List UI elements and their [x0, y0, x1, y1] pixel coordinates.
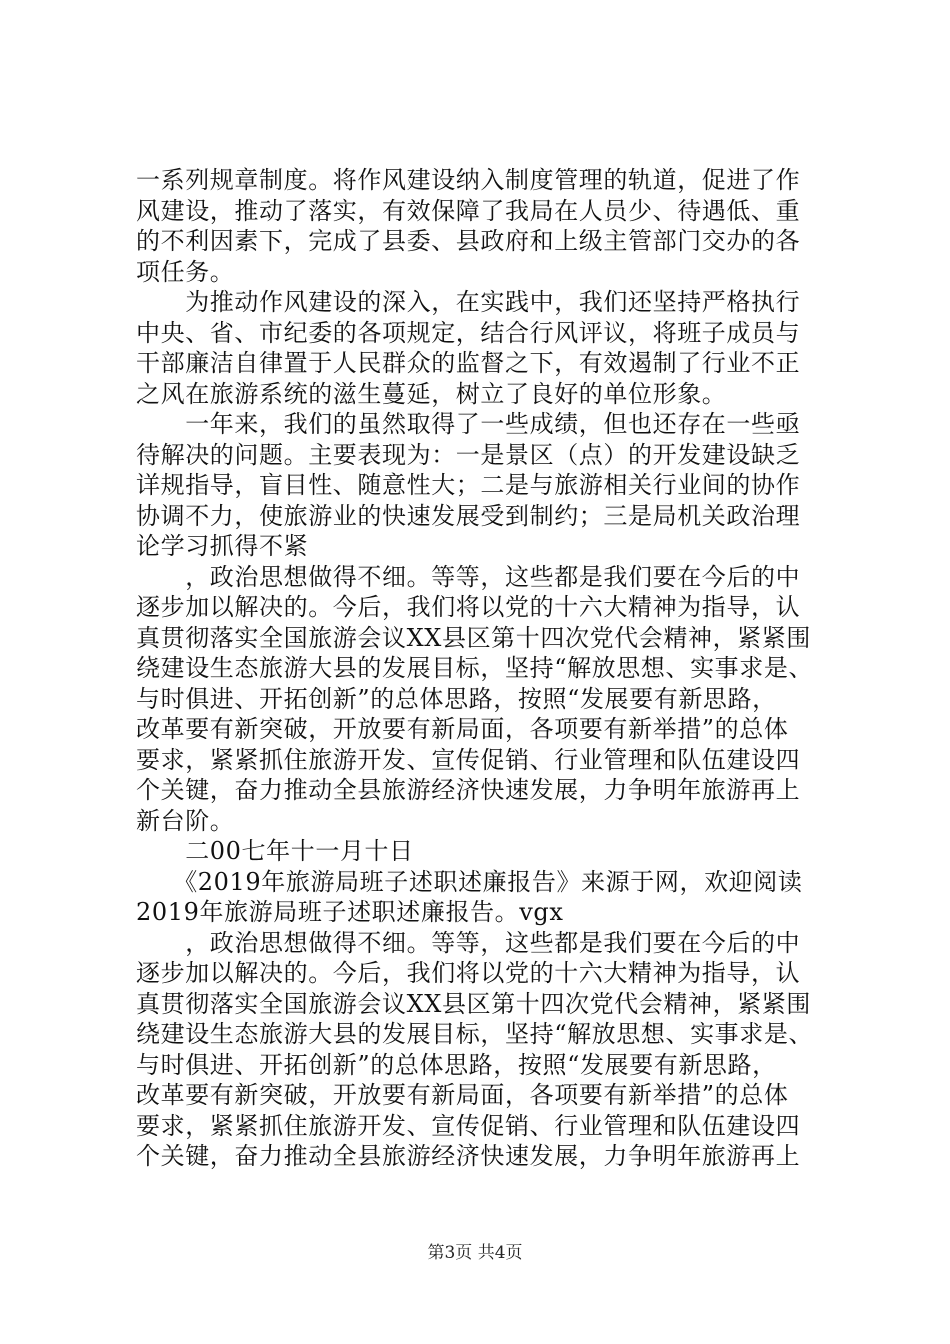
text-line: 个关键，奋力推动全县旅游经济快速发展，力争明年旅游再上	[136, 776, 801, 804]
page-footer: 第3页 共4页	[427, 1243, 523, 1263]
text-line: 协调不力，使旅游业的快速发展受到制约；三是局机关政治理	[136, 501, 801, 530]
text-line: 绕建设生态旅游大县的发展目标，坚持“解放思想、实事求是、	[136, 1020, 814, 1048]
text-line: 为推动作风建设的深入，在实践中，我们还坚持严格执行	[136, 288, 801, 316]
text-line: 的不利因素下，完成了县委、县政府和上级主管部门交办的各	[136, 227, 801, 255]
text-line: 《2019年旅游局班子述职述廉报告》来源于网，欢迎阅读	[136, 867, 803, 896]
text-line: 要求，紧紧抓住旅游开发、宣传促销、行业管理和队伍建设四	[136, 745, 801, 774]
text-line: 真贯彻落实全国旅游会议XX县区第十四次党代会精神，紧紧围	[136, 623, 811, 652]
text-line: ，政治思想做得不细。等等，这些都是我们要在今后的中	[136, 562, 801, 591]
text-line: 一系列规章制度。将作风建设纳入制度管理的轨道，促进了作	[136, 166, 801, 194]
text-line: ，政治思想做得不细。等等，这些都是我们要在今后的中	[136, 928, 801, 957]
text-line: 2019年旅游局班子述职述廉报告。vgx	[136, 898, 564, 926]
text-line: 二00七年十一月十日	[136, 837, 414, 865]
text-line: 项任务。	[136, 257, 235, 286]
text-line: 干部廉洁自律置于人民群众的监督之下，有效遏制了行业不正	[136, 349, 801, 377]
text-line: 中央、省、市纪委的各项规定，结合行风评议，将班子成员与	[136, 318, 801, 347]
text-line: 要求，紧紧抓住旅游开发、宣传促销、行业管理和队伍建设四	[136, 1111, 801, 1140]
text-line: 详规指导，盲目性、随意性大；二是与旅游相关行业间的协作	[136, 471, 801, 499]
text-line: 逐步加以解决的。今后，我们将以党的十六大精神为指导，认	[136, 959, 801, 987]
text-line: 风建设，推动了落实，有效保障了我局在人员少、待遇低、重	[136, 196, 801, 225]
text-line: 真贯彻落实全国旅游会议XX县区第十四次党代会精神，紧紧围	[136, 989, 811, 1018]
text-line: 论学习抓得不紧	[136, 532, 309, 560]
text-line: 新台阶。	[136, 806, 235, 835]
text-line: 改革要有新突破，开放要有新局面，各项要有新举措”的总体	[136, 715, 789, 743]
text-line: 与时俱进、开拓创新”的总体思路，按照“发展要有新思路，	[136, 1050, 777, 1079]
text-line: 改革要有新突破，开放要有新局面，各项要有新举措”的总体	[136, 1081, 789, 1109]
text-line: 与时俱进、开拓创新”的总体思路，按照“发展要有新思路，	[136, 684, 777, 713]
text-line: 之风在旅游系统的滋生蔓延，树立了良好的单位形象。	[136, 379, 727, 408]
document-body	[136, 165, 836, 1172]
text-line: 绕建设生态旅游大县的发展目标，坚持“解放思想、实事求是、	[136, 654, 814, 682]
text-line: 待解决的问题。主要表现为：一是景区（点）的开发建设缺乏	[136, 440, 801, 469]
text-line: 个关键，奋力推动全县旅游经济快速发展，力争明年旅游再上	[136, 1142, 801, 1170]
text-line: 一年来，我们的虽然取得了一些成绩，但也还存在一些亟	[136, 410, 801, 438]
text-line: 逐步加以解决的。今后，我们将以党的十六大精神为指导，认	[136, 593, 801, 621]
